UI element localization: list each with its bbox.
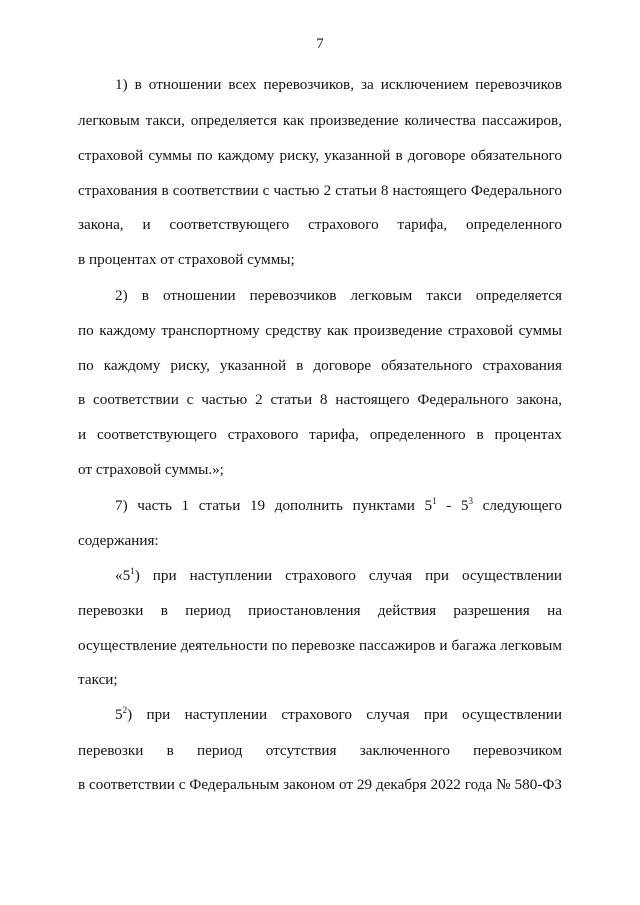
text-line: 7) часть 1 статьи 19 дополнить пунктами $5^1 - 5^3$ следующего xyxy=(115,496,562,514)
text-line: в процентах от страховой суммы; xyxy=(78,251,295,268)
text-line: осуществление деятельности по перевозке пассажиров и багажа легковым xyxy=(78,637,562,654)
text-line: содержания: xyxy=(78,532,159,549)
text-line: в соответствии с частью 2 статьи 8 настоящего Федерального закона, xyxy=(78,391,562,408)
text-line: закона, и соответствующего страхового тарифа, определенного xyxy=(78,216,562,233)
text-line: в соответствии с Федеральным законом от 29 декабря 2022 года № 580-ФЗ xyxy=(78,776,562,793)
text-line: $5^2$) при наступлении страхового случая при осуществлении xyxy=(115,705,562,723)
text-line: и соответствующего страхового тарифа, определенного в процентах xyxy=(78,426,562,443)
text-line: 1) в отношении всех перевозчиков, за исключением перевозчиков xyxy=(115,76,562,93)
text-line: перевозки в период приостановления действия разрешения на xyxy=(78,602,562,619)
page-number: 7 xyxy=(316,36,324,52)
text-line: страховой суммы по каждому риску, указанной в договоре обязательного xyxy=(78,147,562,164)
text-line: по каждому риску, указанной в договоре обязательного страхования xyxy=(78,357,562,374)
text-line: легковым такси, определяется как произведение количества пассажиров, xyxy=(78,112,562,129)
text-line: 2) в отношении перевозчиков легковым такси определяется xyxy=(115,287,562,304)
text-line: перевозки в период отсутствия заключенного перевозчиком xyxy=(78,742,562,759)
text-line: такси; xyxy=(78,671,118,688)
text-line: по каждому транспортному средству как произведение страховой суммы xyxy=(78,322,562,339)
text-line: «$5^1$) при наступлении страхового случая при осуществлении xyxy=(115,566,562,584)
text-line: страхования в соответствии с частью 2 статьи 8 настоящего Федерального xyxy=(78,182,562,199)
text-line: от страховой суммы.»; xyxy=(78,461,224,478)
